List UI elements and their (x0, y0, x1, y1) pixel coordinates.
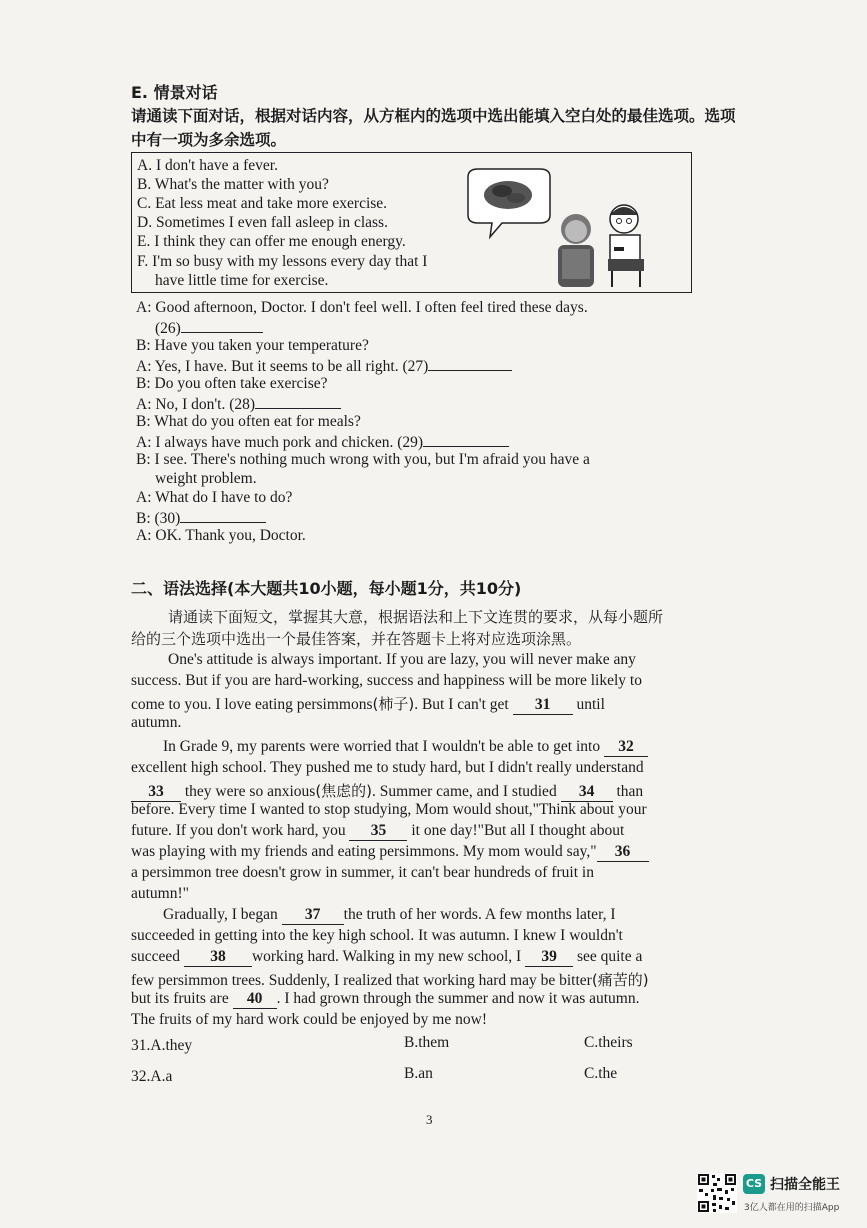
dialogue-line-5: B: Do you often take exercise? (136, 375, 328, 392)
camscanner-logo: CS (743, 1174, 765, 1194)
choice-32-c: C.the (584, 1065, 618, 1082)
choice-32-b: B.an (404, 1065, 433, 1082)
passage-line: was playing with my friends and eating persimmons. My mom would say," 36 (131, 843, 649, 862)
dialogue-line-10: weight problem. (155, 470, 257, 487)
passage-line: succeed 38 working hard. Walking in my new school, I 39 see quite a (131, 948, 643, 965)
dialogue-line-7: B: What do you often eat for meals? (136, 413, 361, 430)
blank-34: 34 (561, 783, 613, 802)
passage-line: a persimmon tree doesn't grow in summer, it can't bear hundreds of fruit in (131, 864, 594, 881)
scanner-app-name: 扫描全能王 (770, 1177, 840, 1193)
blank-38: 38 (184, 948, 252, 967)
dialogue-line-11: A: What do I have to do? (136, 489, 293, 506)
passage-line: One's attitude is always important. If you are lazy, you will never make any (168, 651, 636, 668)
blank-32: 32 (604, 738, 648, 757)
dialogue-line-13: A: OK. Thank you, Doctor. (136, 527, 306, 544)
blank-31: 31 (513, 696, 573, 715)
section-e-title: E. 情景对话 (131, 83, 218, 102)
option-f-continued: have little time for exercise. (155, 272, 329, 289)
passage-line: future. If you don't work hard, you 35 it one day!"But all I thought about (131, 822, 625, 839)
choice-31-c: C.theirs (584, 1034, 633, 1051)
doctor-patient-illustration (462, 167, 682, 287)
page-number: 3 (426, 1112, 433, 1127)
passage-line: come to you. I love eating persimmons(柿子). But I can't get 31 until (131, 695, 605, 713)
scanner-tagline: 3亿人都在用的扫描App (744, 1203, 840, 1213)
option-d: D. Sometimes I even fall asleep in class. (137, 214, 388, 231)
section-2-instruction-2: 给的三个选项中选出一个最佳答案，并在答题卡上将对应选项涂黑。 (131, 630, 582, 648)
option-c: C. Eat less meat and take more exercise. (137, 195, 388, 212)
blank-40: 40 (233, 990, 277, 1009)
passage-line: excellent high school. They pushed me to study hard, but I didn't really understand (131, 759, 644, 776)
section-e-instructions: 请通读下面对话，根据对话内容，从方框内的选项中选出能填入空白处的最佳选项。选项中有一项为多余选项。 (131, 107, 736, 149)
passage-line: success. But if you are hard-working, success and happiness will be more likely to (131, 672, 642, 689)
passage-line: autumn. (131, 714, 182, 731)
dialogue-line-6: A: No, I don't. (28) (136, 394, 341, 414)
section-2-instruction-1: 请通读下面短文，掌握其大意，根据语法和上下文连贯的要求，从每小题所 (168, 608, 664, 626)
option-f: F. I'm so busy with my lessons every day that I (137, 253, 428, 270)
choice-32-a: 32.A.a (131, 1068, 173, 1085)
passage-line: before. Every time I wanted to stop studying, Mom would shout,"Think about your (131, 801, 647, 818)
passage-line: succeeded in getting into the key high school. It was autumn. I knew I wouldn't (131, 927, 623, 944)
dialogue-line-12: B: (30) (136, 508, 266, 528)
blank-39: 39 (525, 948, 573, 967)
option-b: B. What's the matter with you? (137, 176, 329, 193)
blank-37: 37 (282, 906, 344, 925)
dialogue-line-9: B: I see. There's nothing much wrong with you, but I'm afraid you have a (136, 451, 590, 468)
dialogue-line-4: A: Yes, I have. But it seems to be all right. (27) (136, 356, 512, 376)
dialogue-line-8: A: I always have much pork and chicken. (29) (136, 432, 509, 452)
passage-line: Gradually, I began 37 the truth of her words. A few months later, I (163, 906, 616, 923)
qr-code-icon (697, 1173, 737, 1213)
dialogue-line-3: B: Have you taken your temperature? (136, 337, 369, 354)
dialogue-line-1: A: Good afternoon, Doctor. I don't feel well. I often feel tired these days. (136, 299, 588, 316)
passage-line: 33 they were so anxious(焦虑的). Summer came, and I studied 34 than (131, 780, 643, 802)
options-box (131, 152, 692, 293)
blank-33: 33 (131, 783, 181, 802)
passage-line: autumn!" (131, 885, 189, 902)
option-a: A. I don't have a fever. (137, 157, 278, 174)
section-2-title: 二、语法选择(本大题共10小题，每小题1分，共10分) (131, 579, 522, 598)
passage-line: In Grade 9, my parents were worried that I wouldn't be able to get into 32 (163, 738, 648, 757)
passage-line: but its fruits are 40 . I had grown through the summer and now it was autumn. (131, 990, 640, 1007)
blank-36: 36 (597, 843, 649, 862)
passage-line: The fruits of my hard work could be enjoyed by me now! (131, 1011, 487, 1028)
option-e: E. I think they can offer me enough energy. (137, 233, 406, 250)
passage-line: few persimmon trees. Suddenly, I realized that working hard may be bitter(痛苦的) (131, 971, 649, 989)
choice-31-b: B.them (404, 1034, 450, 1051)
blank-35: 35 (349, 822, 407, 841)
choice-31-a: 31.A.they (131, 1037, 193, 1054)
dialogue-line-2: (26) (155, 318, 263, 338)
